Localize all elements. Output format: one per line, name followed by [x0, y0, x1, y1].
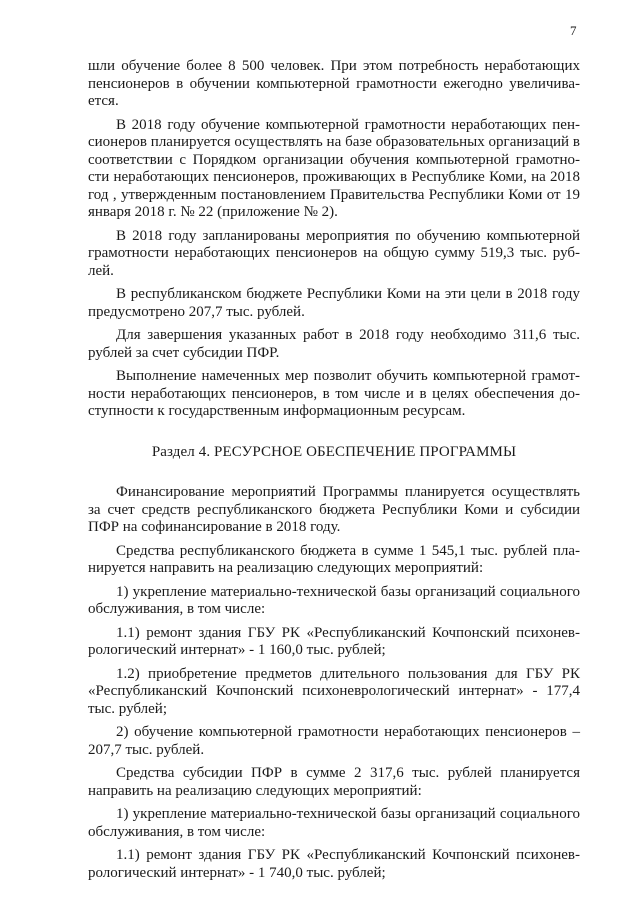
paragraph [88, 58, 580, 111]
section-heading: Раздел 4. РЕСУРСНОЕ ОБЕСПЕЧЕНИЕ ПРОГРАММЫ [151, 443, 517, 460]
paragraph [88, 625, 580, 660]
paragraph [88, 543, 580, 578]
paragraphs-before-heading [88, 58, 580, 421]
text-line: Для завершения указанных работ в 2018 году необходимо 311,6 тыс. [116, 327, 580, 343]
text-line: ности неработающих пенсионеров, в том числе и в целях обеспечения до- [88, 385, 580, 402]
text-line: Средства субсидии ПФР в сумме 2 317,6 тыс. рублей планируется [116, 765, 580, 781]
text-line: 1) укрепление материально-технической базы организаций социального [116, 806, 580, 822]
document-body [88, 58, 580, 882]
text-line: лей. [88, 262, 114, 279]
text-line: 1.2) приобретение предметов длительного пользования для ГБУ РК [116, 665, 580, 682]
text-line: направить на реализацию следующих мероприятий: [88, 782, 422, 799]
paragraph [88, 484, 580, 537]
text-line: предусмотрено 207,7 тыс. рублей. [88, 303, 305, 320]
paragraph [88, 327, 580, 362]
text-line: В 2018 году запланированы мероприятия по обучению компьютерной [116, 227, 580, 244]
paragraph [88, 584, 580, 619]
paragraph [88, 286, 580, 321]
text-line: сти неработающих пенсионеров, проживающих в Республике Коми, на 2018 [88, 169, 580, 185]
text-line: сионеров планируется осуществлять на базе образовательных организаций в [88, 134, 580, 150]
paragraph [88, 724, 580, 759]
paragraph [88, 666, 580, 719]
text-line: соответствии с Порядком организации обучения компьютерной грамотно- [88, 151, 580, 168]
text-line: января 2018 г. № 22 (приложение № 2). [88, 204, 338, 220]
text-line: Выполнение намеченных мер позволит обучить компьютерной грамот- [116, 368, 580, 384]
text-line: 207,7 тыс. рублей. [88, 741, 205, 758]
text-line: нируется направить на реализацию следующих мероприятий: [88, 560, 484, 576]
text-line: Средства республиканского бюджета в сумме 1 545,1 тыс. рублей пла- [116, 542, 580, 559]
text-line: пенсионеров в обучении компьютерной грамотности ежегодно увеличива- [88, 75, 580, 92]
text-line: обслуживания, в том числе: [88, 823, 266, 840]
paragraph [88, 117, 580, 222]
paragraph [88, 765, 580, 800]
text-line: 1) укрепление материально-технической базы организаций социального [116, 583, 580, 600]
paragraph [88, 368, 580, 421]
text-line: грамотности неработающих пенсионеров на общую сумму 519,3 тыс. руб- [88, 245, 580, 261]
page-number: 7 [570, 23, 577, 38]
paragraph [88, 806, 580, 841]
text-line: тыс. рублей; [88, 700, 167, 717]
text-line: рологический интернат» - 1 740,0 тыс. рублей; [88, 864, 386, 881]
text-line: за счет средств республиканского бюджета Республики Коми и субсидии [88, 501, 580, 518]
text-line: обслуживания, в том числе: [88, 601, 266, 617]
text-line: год , утвержденным постановлением Правительства Республики Коми от 19 [88, 186, 580, 203]
text-line: рублей за счет субсидии ПФР. [88, 344, 280, 361]
text-line: 2) обучение компьютерной грамотности неработающих пенсионеров – [116, 724, 580, 740]
paragraph [88, 847, 580, 882]
text-line: «Республиканский Кочпонский психоневрологический интернат» - 177,4 [88, 683, 580, 699]
paragraphs-after-heading [88, 484, 580, 882]
text-line: ступности к государственным информационным ресурсам. [88, 403, 466, 419]
text-line: ется. [88, 93, 119, 109]
text-line: рологический интернат» - 1 160,0 тыс. рублей; [88, 642, 386, 658]
text-line: 1.1) ремонт здания ГБУ РК «Республиканский Кочпонский психонев- [116, 624, 580, 641]
text-line: ПФР на софинансирование в 2018 году. [88, 519, 341, 535]
text-line: В республиканском бюджете Республики Коми на эти цели в 2018 году [116, 286, 580, 302]
text-line: шли обучение более 8 500 человек. При этом потребность неработающих [88, 58, 580, 74]
paragraph [88, 228, 580, 281]
text-line: 1.1) ремонт здания ГБУ РК «Республиканский Кочпонский психонев- [116, 847, 580, 863]
text-line: В 2018 году обучение компьютерной грамотности неработающих пен- [116, 116, 580, 133]
text-line: Финансирование мероприятий Программы планируется осуществлять [116, 484, 580, 500]
